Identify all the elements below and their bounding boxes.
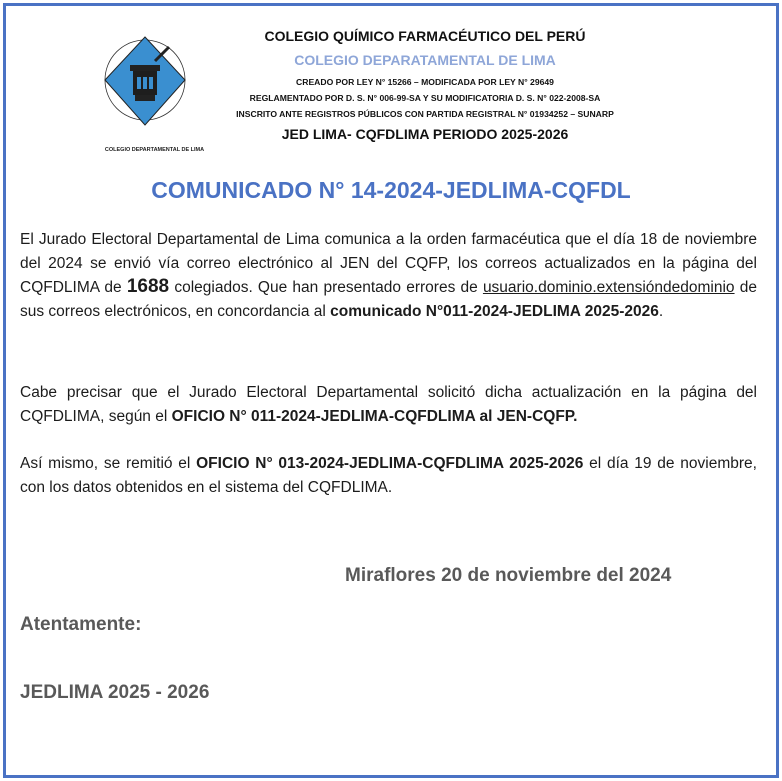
oficio-011-reference: OFICIO N° 011-2024-JEDLIMA-CQFDLIMA al JEN-CQFP.	[171, 407, 578, 425]
paragraph-1-text-a: El Jurado Electoral Departamental de Lima comunica a la orden farmacéutica que el día 18 de noviembre del 2024 se envió vía correo electrónico al JEN del CQFP, los correos actualizados en la página del CQFDLIMA de	[20, 231, 757, 296]
paragraph-1-text-d: .	[658, 302, 664, 320]
member-count: 1688	[126, 276, 170, 297]
period-line: JED LIMA- CQFDLIMA PERIODO 2025-2026	[281, 126, 569, 142]
institution-name: COLEGIO QUÍMICO FARMACÉUTICO DEL PERÚ	[264, 28, 586, 44]
signature: JEDLIMA 2025 - 2026	[20, 682, 210, 703]
paragraph-2-text: Cabe precisar que el Jurado Electoral Departamental solicitó dicha actualización en la página del CQFDLIMA, según el	[20, 384, 757, 425]
communique-reference: comunicado N°011-2024-JEDLIMA 2025-2026	[330, 302, 659, 320]
paragraph-3-text-b: el día 19 de noviembre, con los datos obtenidos en el sistema del CQFDLIMA.	[20, 455, 757, 496]
legal-line-2: REGLAMENTADO POR D. S. N° 006-99-SA Y SU MODIFICATORIA D. S. N° 022-2008-SA	[249, 93, 601, 103]
email-format: usuario.dominio.extensióndedominio	[482, 279, 735, 296]
date-line: Miraflores 20 de noviembre del 2024	[345, 565, 672, 586]
college-logo	[97, 25, 212, 155]
paragraph-1	[20, 228, 757, 323]
paragraph-2	[20, 381, 757, 428]
paragraph-3-text-a: Así mismo, se remitió el	[20, 455, 197, 472]
paragraph-1-text-b: colegiados. Que han presentado errores de	[169, 279, 483, 296]
logo-caption: COLEGIO DEPARTAMENTAL DE LIMA	[104, 147, 205, 153]
closing: Atentamente:	[20, 614, 142, 635]
institution-subname: COLEGIO DEPARATAMENTAL DE LIMA	[294, 52, 556, 68]
legal-line-1: CREADO POR LEY N° 15266 – MODIFICADA POR LEY N° 29649	[296, 77, 554, 87]
oficio-013-reference: OFICIO N° 013-2024-JEDLIMA-CQFDLIMA 2025-2026	[196, 455, 584, 472]
paragraph-3	[20, 452, 757, 499]
document-title: COMUNICADO N° 14-2024-JEDLIMA-CQFDL	[151, 177, 631, 203]
legal-line-3: INSCRITO ANTE REGISTROS PÚBLICOS CON PARTIDA REGISTRAL N° 01934252 – SUNARP	[236, 109, 614, 119]
logo-emblem-icon	[97, 25, 212, 155]
paragraph-1-text-c: de sus correos electrónicos, en concordancia al	[20, 279, 757, 320]
